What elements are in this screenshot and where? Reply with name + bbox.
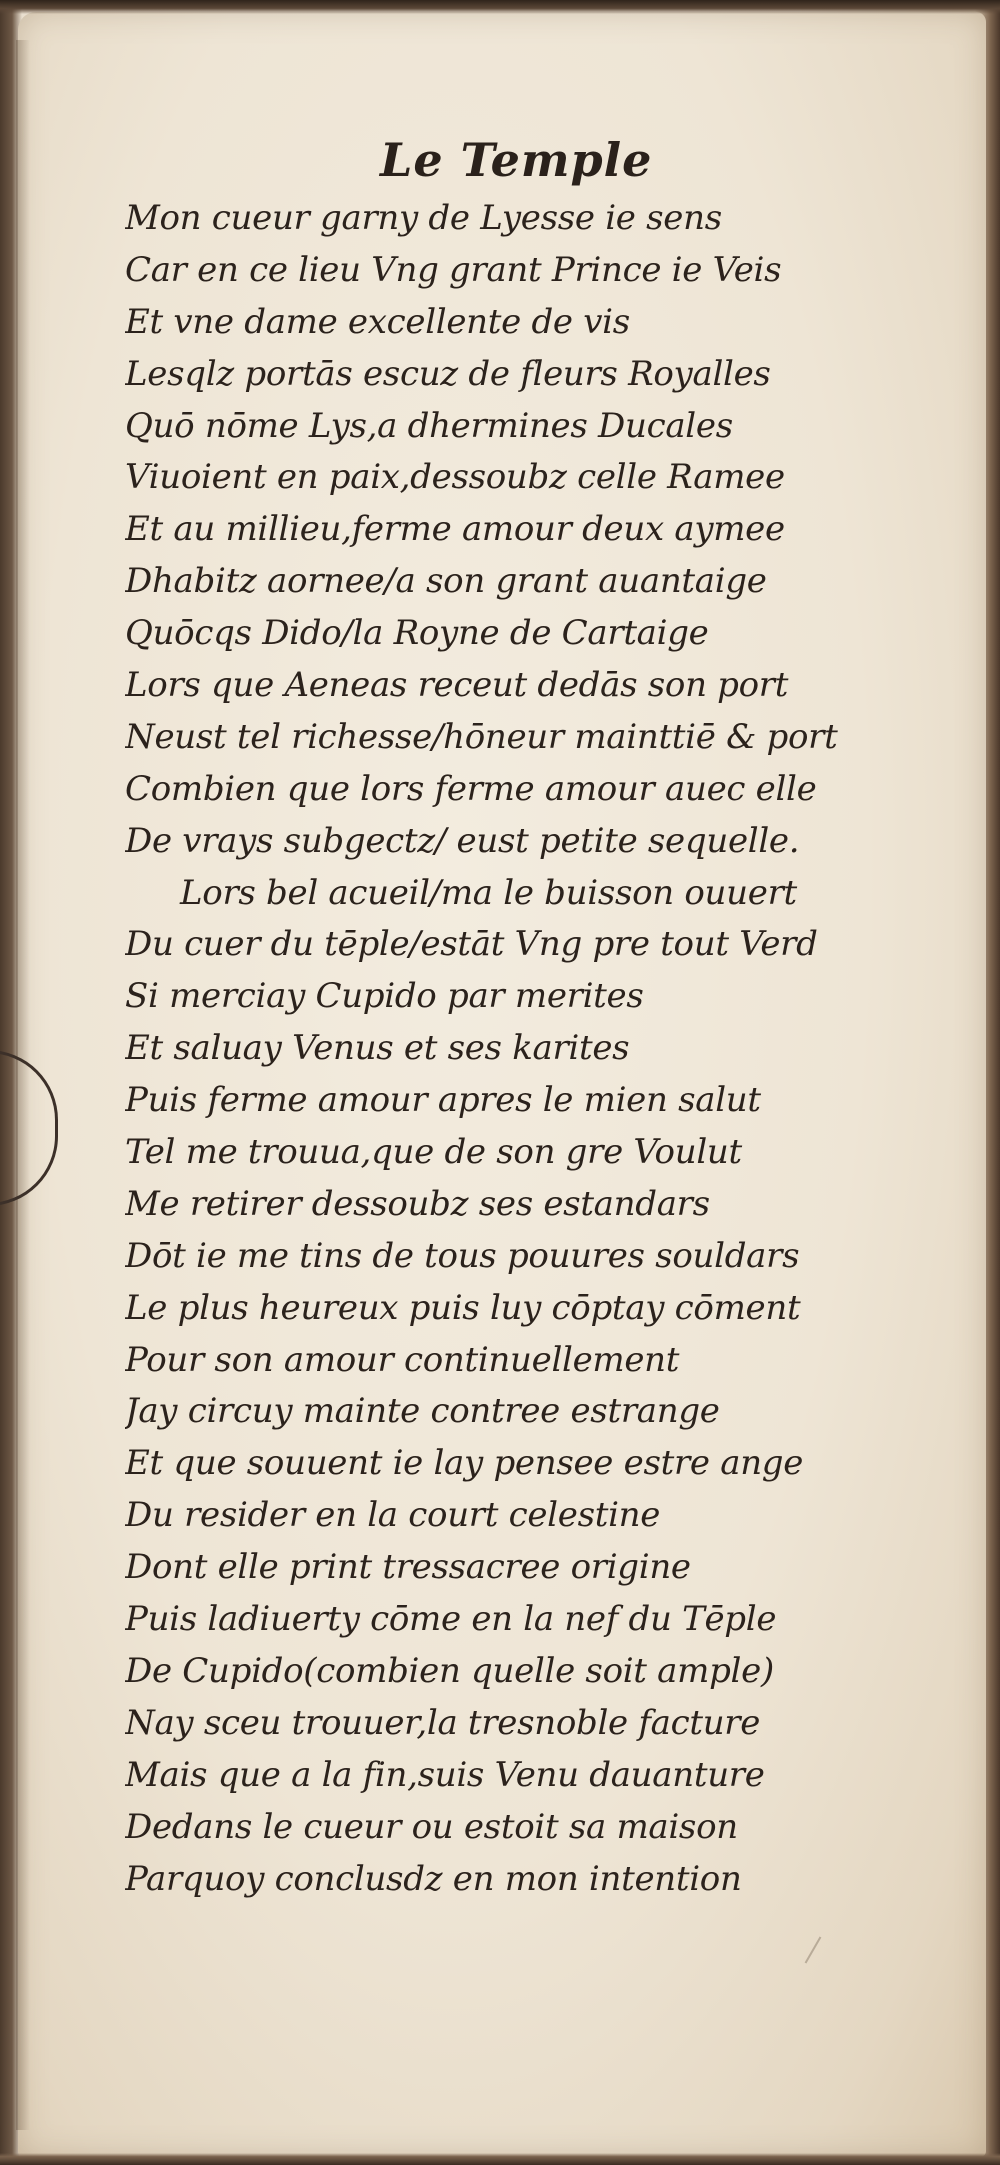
verse-text bbox=[125, 193, 925, 1905]
verse-line: Et saluay Venus et ses karites bbox=[125, 1028, 630, 1069]
verse-line-indented: Lors bel acueil/ma le buisson ouuert bbox=[180, 872, 797, 913]
verse-line: Du cuer du tēple/estāt Vng pre tout Verd bbox=[125, 924, 818, 965]
verse-line: Viuoient en paix,dessoubz celle Ramee bbox=[125, 457, 785, 498]
verse-line: Nay sceu trouuer,la tresnoble facture bbox=[125, 1702, 761, 1743]
verse-line: Jay circuy mainte contree estrange bbox=[125, 1391, 720, 1432]
top-edge bbox=[0, 0, 1000, 14]
verse-line: Le plus heureux puis luy cōptay cōment bbox=[125, 1287, 801, 1328]
verse-line: Neust tel richesse/hōneur mainttiē & port bbox=[125, 716, 838, 757]
verse-line: Puis ladiuerty cōme en la nef du Tēple bbox=[125, 1599, 777, 1640]
verse-line: Lesqlz portās escuz de fleurs Royalles bbox=[125, 353, 771, 394]
verse-line: De vrays subgectz/ eust petite sequelle. bbox=[125, 820, 800, 861]
verse-line: Et vne dame excellente de vis bbox=[125, 301, 630, 342]
verse-line: Et au millieu,ferme amour deux aymee bbox=[125, 509, 785, 550]
running-head: Le Temple bbox=[380, 133, 653, 187]
verse-line: De Cupido(combien quelle soit ample) bbox=[125, 1650, 774, 1691]
verse-line: Dōt ie me tins de tous pouures souldars bbox=[125, 1235, 800, 1276]
verse-line: Combien que lors ferme amour auec elle bbox=[125, 768, 817, 809]
verse-line: Parquoy conclusdz en mon intention bbox=[125, 1858, 742, 1899]
verse-line: Car en ce lieu Vng grant Prince ie Veis bbox=[125, 249, 782, 290]
verse-line: Mon cueur garny de Lyesse ie sens bbox=[125, 198, 722, 238]
verse-line: Pour son amour continuellement bbox=[125, 1339, 680, 1380]
verse-line: Puis ferme amour apres le mien salut bbox=[125, 1080, 761, 1121]
verse-line: Quōcqs Dido/la Royne de Cartaige bbox=[125, 613, 709, 654]
verse-line: Tel me trouua,que de son gre Voulut bbox=[125, 1132, 742, 1173]
verse-line: Si merciay Cupido par merites bbox=[125, 976, 644, 1017]
verse-line: Et que souuent ie lay pensee estre ange bbox=[125, 1443, 804, 1484]
verse-line: Me retirer dessoubz ses estandars bbox=[125, 1183, 710, 1224]
verse-line: Dont elle print tressacree origine bbox=[125, 1547, 691, 1588]
verse-line: Lors que Aeneas receut dedās son port bbox=[125, 665, 789, 706]
verse-line: Du resider en la court celestine bbox=[125, 1495, 661, 1536]
verse-line: Dhabitz aornee/a son grant auantaige bbox=[125, 561, 767, 602]
verse-line: Mais que a la fin,suis Venu dauanture bbox=[125, 1754, 765, 1795]
bottom-edge bbox=[0, 2153, 1000, 2165]
verse-line: Quō nōme Lys,a dhermines Ducales bbox=[125, 405, 733, 446]
verse-line: Dedans le cueur ou estoit sa maison bbox=[125, 1806, 738, 1847]
